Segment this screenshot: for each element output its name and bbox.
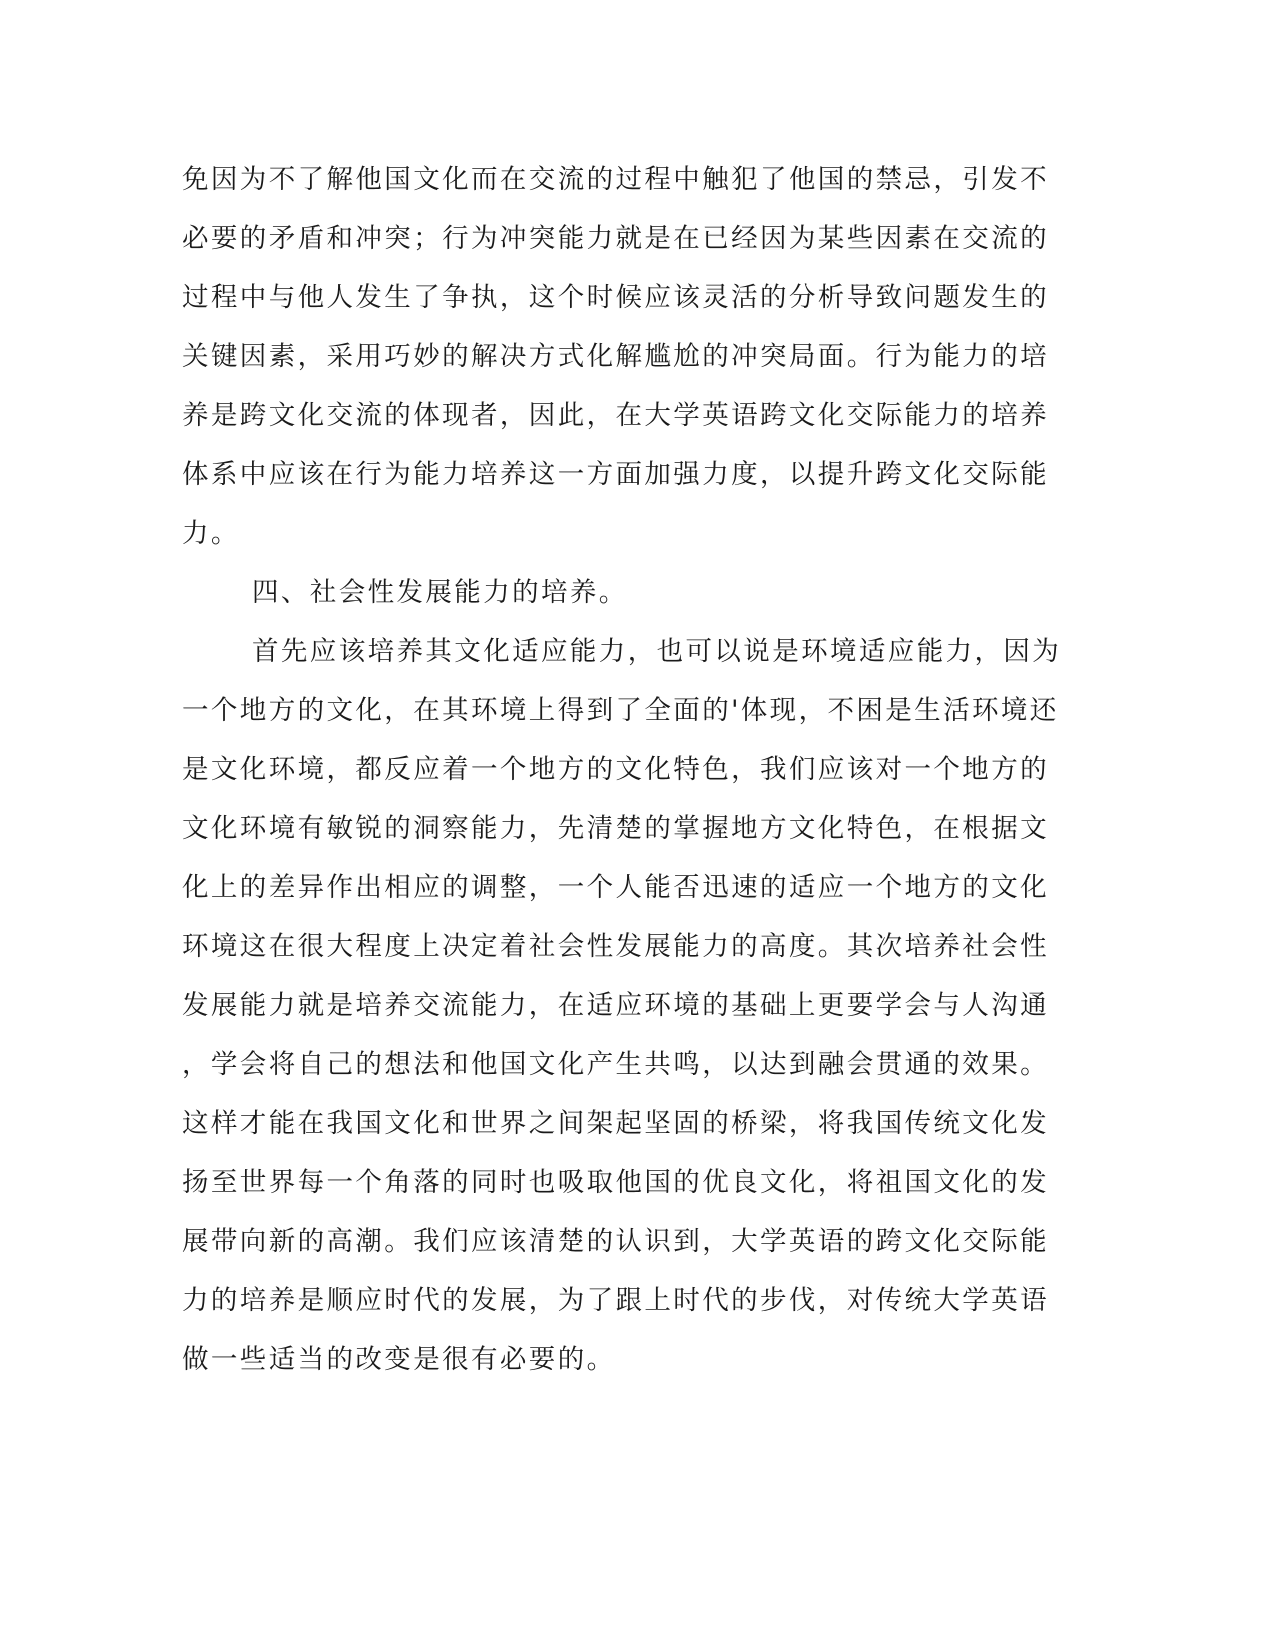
text-line: 这样才能在我国文化和世界之间架起坚固的桥梁，将我国传统文化发: [182, 1108, 1049, 1139]
text-line: 养是跨文化交流的体现者，因此，在大学英语跨文化交际能力的培养: [182, 400, 1049, 431]
text-line: 过程中与他人发生了争执，这个时候应该灵活的分析导致问题发生的: [182, 282, 1049, 313]
text-line: 环境这在很大程度上决定着社会性发展能力的高度。其次培养社会性: [182, 931, 1049, 962]
text-line: 关键因素，采用巧妙的解决方式化解尴尬的冲突局面。行为能力的培: [182, 341, 1049, 372]
text-line: ，学会将自己的想法和他国文化产生共鸣，以达到融会贯通的效果。: [182, 1049, 1049, 1080]
text-line: 化上的差异作出相应的调整，一个人能否迅速的适应一个地方的文化: [182, 872, 1049, 903]
text-line: 扬至世界每一个角落的同时也吸取他国的优良文化，将祖国文化的发: [182, 1167, 1049, 1198]
text-line: 是文化环境，都反应着一个地方的文化特色，我们应该对一个地方的: [182, 754, 1049, 785]
text-line: 体系中应该在行为能力培养这一方面加强力度，以提升跨文化交际能: [182, 459, 1049, 490]
text-line: 一个地方的文化，在其环境上得到了全面的'体现，不困是生活环境还: [182, 695, 1059, 726]
text-line: 力。: [182, 518, 240, 549]
text-line: 文化环境有敏锐的洞察能力，先清楚的掌握地方文化特色，在根据文: [182, 813, 1049, 844]
text-line: 首先应该培养其文化适应能力，也可以说是环境适应能力，因为: [252, 636, 1062, 667]
text-line: 做一些适当的改变是很有必要的。: [182, 1344, 616, 1375]
text-line: 免因为不了解他国文化而在交流的过程中触犯了他国的禁忌，引发不: [182, 164, 1049, 195]
text-line: 力的培养是顺应时代的发展，为了跟上时代的步伐，对传统大学英语: [182, 1285, 1049, 1316]
text-line: 发展能力就是培养交流能力，在适应环境的基础上更要学会与人沟通: [182, 990, 1049, 1021]
text-line: 必要的矛盾和冲突；行为冲突能力就是在已经因为某些因素在交流的: [182, 223, 1049, 254]
text-line: 展带向新的高潮。我们应该清楚的认识到，大学英语的跨文化交际能: [182, 1226, 1049, 1257]
section-heading: 四、社会性发展能力的培养。: [252, 577, 628, 608]
